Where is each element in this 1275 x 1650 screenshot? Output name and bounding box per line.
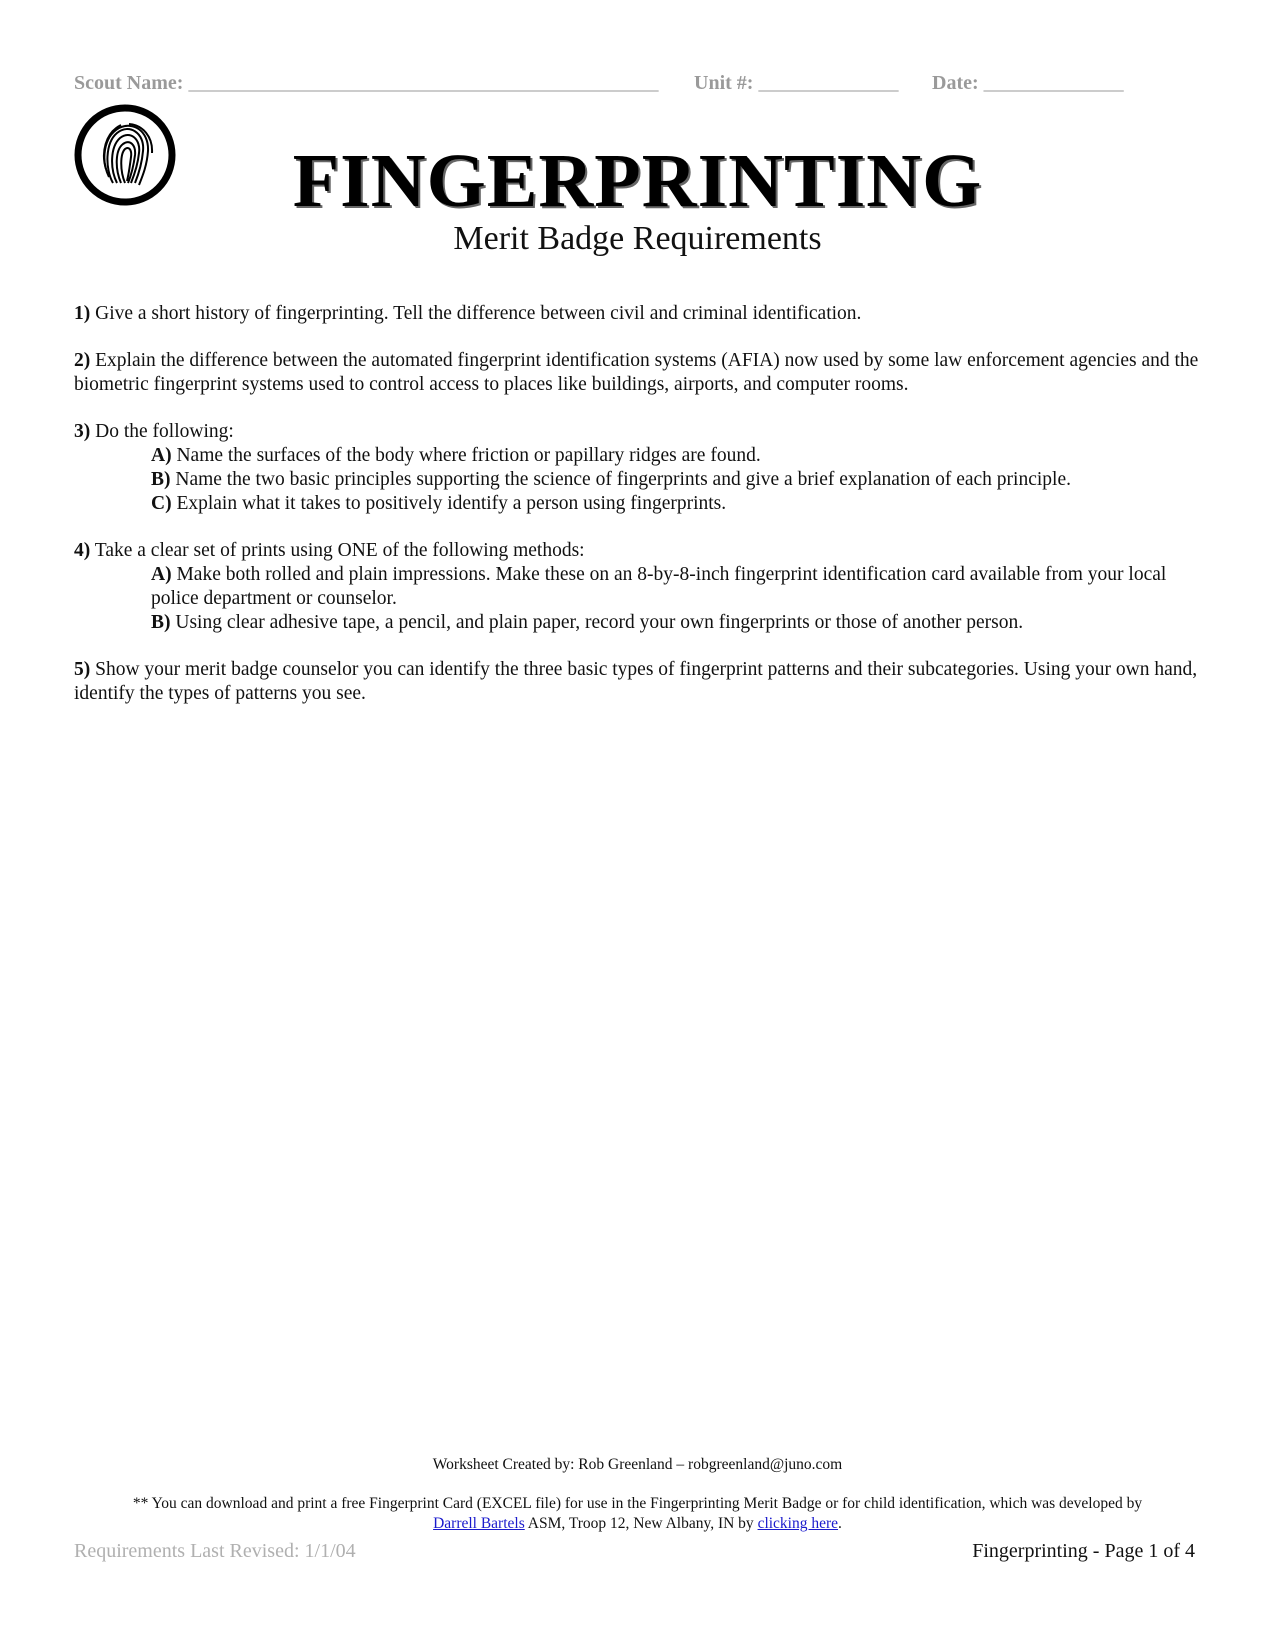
sub-requirement-text: Make both rolled and plain impressions. Make these on an 8-by-8-inch fingerprint identification card available from your local police department or counselor. xyxy=(151,564,1167,609)
requirement-1 xyxy=(74,302,1199,326)
unit-blank: ______________ xyxy=(758,72,899,94)
page-title: FINGERPRINTING xyxy=(292,139,983,223)
sub-requirement-text: Using clear adhesive tape, a pencil, and plain paper, record your own fingerprints or those of another person. xyxy=(170,612,1024,633)
scout-name-label: Scout Name: xyxy=(74,72,184,94)
sub-requirement-letter: A) xyxy=(151,564,172,585)
page-subtitle: Merit Badge Requirements xyxy=(453,220,822,257)
unit-field[interactable] xyxy=(694,72,898,95)
sub-requirement-text: Name the two basic principles supporting the science of fingerprints and give a brief explanation of each principle. xyxy=(170,469,1071,490)
requirement-number: 4) xyxy=(74,540,91,561)
page-number: Fingerprinting - Page 1 of 4 xyxy=(972,1540,1195,1562)
sub-requirement-letter: B) xyxy=(151,469,171,490)
clicking-here-link[interactable]: clicking here xyxy=(757,1515,839,1532)
scout-name-field[interactable] xyxy=(74,72,658,95)
sub-requirement xyxy=(74,468,1199,492)
requirements-list xyxy=(74,302,1199,729)
requirement-text: Explain the difference between the automated fingerprint identification systems (AFIA) now used by some law enforcement agencies and the biometric fingerprint systems used to control access to places like buildings, airports, and computer rooms. xyxy=(74,350,1199,395)
darrell-bartels-link[interactable]: Darrell Bartels xyxy=(433,1515,525,1532)
sub-requirement-letter: C) xyxy=(151,493,172,514)
note-text: ASM, Troop 12, New Albany, IN by xyxy=(524,1515,758,1532)
sub-requirement-letter: A) xyxy=(151,445,172,466)
requirement-2 xyxy=(74,349,1199,397)
scout-name-blank: _______________________________________________ xyxy=(188,72,659,94)
requirement-number: 3) xyxy=(74,421,91,442)
requirement-text: Give a short history of fingerprinting. Tell the difference between civil and criminal identification. xyxy=(90,303,862,324)
date-label: Date: xyxy=(932,72,979,94)
sub-requirement xyxy=(74,492,1199,516)
worksheet-credit: Worksheet Created by: Rob Greenland – robgreenland@juno.com xyxy=(432,1456,843,1473)
date-blank: ______________ xyxy=(983,72,1124,94)
sub-requirement xyxy=(74,444,1199,468)
sub-requirement-text: Name the surfaces of the body where friction or papillary ridges are found. xyxy=(171,445,761,466)
requirement-text: Do the following: xyxy=(90,421,234,442)
date-field[interactable] xyxy=(932,72,1124,95)
sub-requirement xyxy=(74,563,1199,611)
requirement-text: Take a clear set of prints using ONE of the following methods: xyxy=(90,540,585,561)
requirement-number: 1) xyxy=(74,303,91,324)
sub-requirement-text: Explain what it takes to positively identify a person using fingerprints. xyxy=(171,493,727,514)
sub-requirement xyxy=(74,611,1199,635)
unit-label: Unit #: xyxy=(694,72,754,94)
note-text: ** You can download and print a free Fingerprint Card (EXCEL file) for use in the Fingerprinting Merit Badge or for child identification, which was developed by xyxy=(132,1495,1143,1512)
requirement-number: 5) xyxy=(74,659,91,680)
requirement-number: 2) xyxy=(74,350,91,371)
sub-requirement-letter: B) xyxy=(151,612,171,633)
requirement-4 xyxy=(74,539,1199,635)
requirement-5 xyxy=(74,658,1199,706)
revision-date: Requirements Last Revised: 1/1/04 xyxy=(74,1540,356,1562)
requirement-3 xyxy=(74,420,1199,516)
fingerprint-card-note xyxy=(80,1494,1195,1534)
requirement-text: Show your merit badge counselor you can identify the three basic types of fingerprint patterns and their subcategories. Using your own hand, identify the types of patterns you see. xyxy=(74,659,1198,704)
note-text: . xyxy=(838,1515,842,1532)
